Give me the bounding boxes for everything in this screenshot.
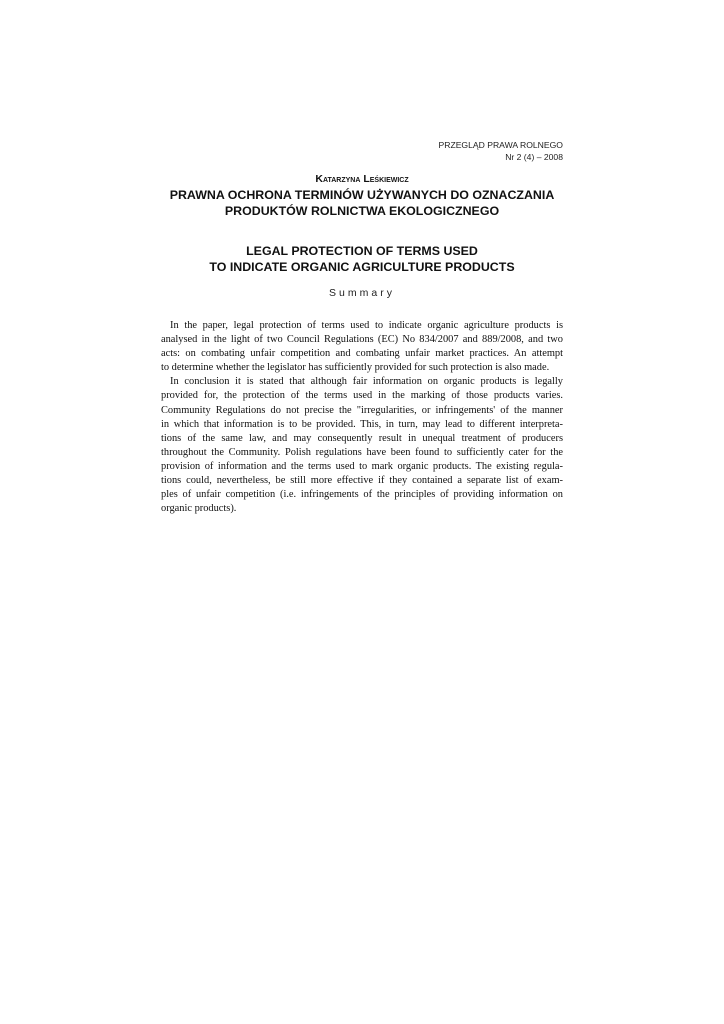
text-line: in which that information is to be provided. This, in turn, may lead to different interpreta-	[161, 418, 563, 430]
text-line: to determine whether the legislator has sufficiently provided for such protection is also made.	[161, 362, 550, 374]
journal-name: PRZEGLĄD PRAWA ROLNEGO	[438, 140, 563, 150]
title-polish-line: PRAWNA OCHRONA TERMINÓW UŻYWANYCH DO OZNACZANIA	[169, 188, 555, 202]
text-line: organic products).	[161, 503, 237, 515]
text-line: provision of information and the terms used to mark organic products. The existing regula-	[161, 460, 563, 472]
title-english-line: TO INDICATE ORGANIC AGRICULTURE PRODUCTS	[209, 260, 515, 274]
text-line: ples of unfair competition (i.e. infringements of the principles of providing information on	[161, 489, 563, 501]
journal-header	[439, 139, 563, 163]
summary-heading: Summary	[329, 287, 395, 299]
title-english	[161, 243, 563, 275]
text-line: analysed in the light of two Council Regulations (EC) No 834/2007 and 889/2008, and two	[161, 334, 563, 346]
text-line: throughout the Community. Polish regulations have been found to sufficiently cater for the	[161, 446, 563, 458]
text-line: In the paper, legal protection of terms used to indicate organic agriculture products is	[170, 320, 563, 331]
text-line: Community Regulations do not precise the "irregularities, or infringements' of the manner	[161, 404, 563, 416]
text-line: tions could, nevertheless, be still more effective if they contained a separate list of exam-	[161, 475, 563, 487]
title-polish	[161, 187, 563, 219]
text-line: provided for, the protection of the terms used in the marking of those products varies.	[161, 390, 563, 402]
paragraph	[161, 375, 563, 516]
paragraph	[161, 319, 563, 375]
text-line: tions of the same law, and may consequently result in unequal treatment of producers	[161, 432, 563, 444]
journal-issue: Nr 2 (4) – 2008	[505, 152, 563, 162]
title-polish-line: PRODUKTÓW ROLNICTWA EKOLOGICZNEGO	[224, 204, 500, 218]
title-english-line: LEGAL PROTECTION OF TERMS USED	[246, 244, 478, 258]
text-line: acts: on combating unfair competition and combating unfair market practices. An attempt	[161, 348, 563, 360]
summary-body	[161, 319, 563, 516]
text-line: In conclusion it is stated that although fair information on organic products is legally	[170, 376, 563, 388]
author-name: Katarzyna Leśkiewicz	[315, 173, 409, 185]
